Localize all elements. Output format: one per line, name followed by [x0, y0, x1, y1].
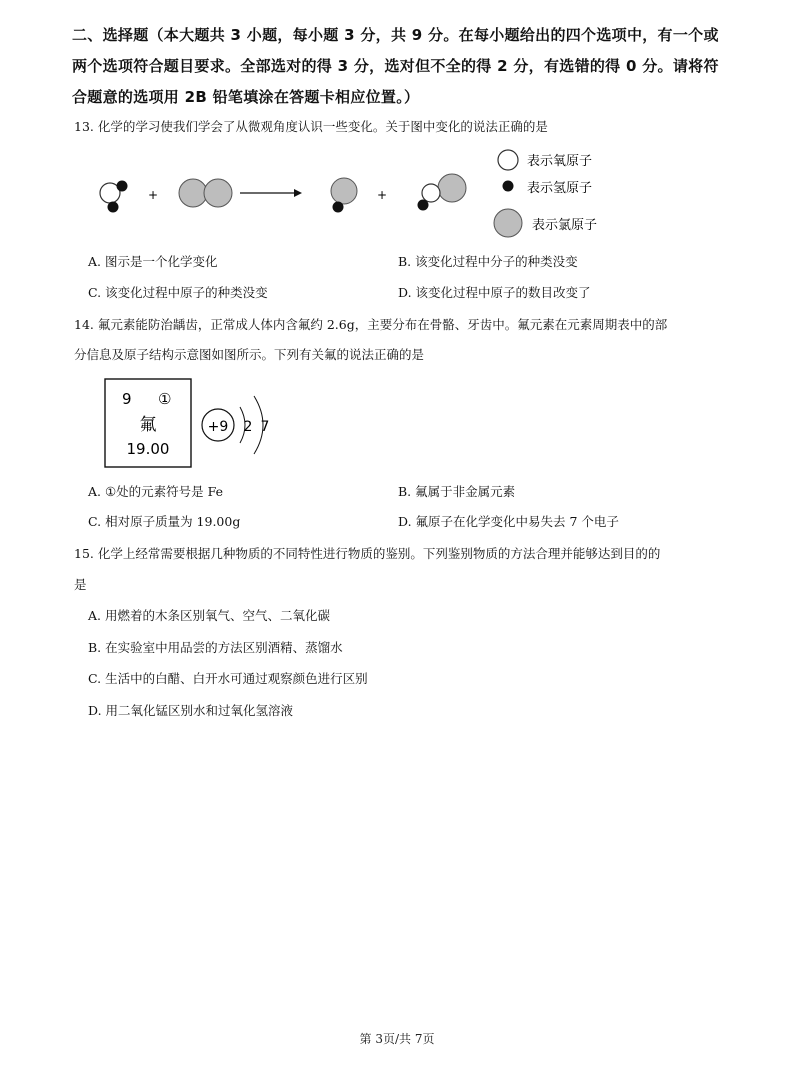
shell-1-electrons: 2	[243, 419, 253, 435]
question-14-option-a: A. ①处的元素符号是 Fe	[88, 484, 224, 499]
product-hclo-molecule	[418, 174, 467, 211]
oxygen-atom	[422, 184, 440, 202]
page-number-footer: 第 3页/共 7页	[359, 1032, 435, 1046]
question-15-option-b: B. 在实验室中用品尝的方法区别酒精、蒸馏水	[88, 640, 343, 655]
chlorine-atom	[204, 179, 232, 207]
question-15-stem-line2: 是	[74, 577, 87, 592]
nucleus-charge: +9	[207, 419, 229, 435]
plus-sign: +	[376, 188, 388, 202]
atomic-structure-diagram	[202, 396, 269, 454]
chlorine-atom	[179, 179, 207, 207]
element-name: 氟	[139, 415, 157, 435]
question-14-option-d: D. 氟原子在化学变化中易失去 7 个电子	[398, 514, 619, 529]
molecule-reaction-diagram	[90, 145, 620, 245]
question-14-option-c: C. 相对原子质量为 19.00g	[88, 514, 241, 529]
chlorine-atom	[438, 174, 466, 202]
element-symbol-marker: ①	[158, 390, 172, 408]
question-13-option-d: D. 该变化过程中原子的数目改变了	[398, 285, 591, 300]
question-15-option-d: D. 用二氧化锰区别水和过氧化氢溶液	[88, 703, 294, 718]
legend-hydrogen-label: 表示氢原子	[527, 181, 593, 196]
hydrogen-legend-icon	[503, 181, 514, 192]
reaction-arrow-icon	[240, 189, 302, 197]
question-14-stem-line2: 分信息及原子结构示意图如图所示。下列有关氟的说法正确的是	[74, 347, 425, 362]
legend-oxygen-label: 表示氧原子	[527, 154, 593, 169]
question-15-option-c: C. 生活中的白醋、白开水可通过观察颜色进行区别	[88, 671, 368, 686]
fluorine-element-figure	[100, 374, 290, 474]
atomic-mass: 19.00	[126, 440, 170, 458]
question-13-option-c: C. 该变化过程中原子的种类没变	[88, 285, 268, 300]
question-15-stem-line1: 15. 化学上经常需要根据几种物质的不同特性进行物质的鉴别。下列鉴别物质的方法合理并能够达到目的的	[74, 546, 661, 561]
shell-2-electrons: 7	[260, 419, 270, 435]
atomic-number: 9	[122, 390, 132, 408]
hydrogen-atom	[418, 200, 429, 211]
question-15-option-a: A. 用燃着的木条区别氧气、空气、二氧化碳	[88, 608, 330, 623]
hydrogen-atom	[108, 202, 119, 213]
question-14-stem-line1: 14. 氟元素能防治龋齿，正常成人体内含氟约 2.6g，主要分布在骨骼、牙齿中。氟元素在元素周期表中的部	[74, 317, 668, 332]
chlorine-legend-icon	[494, 209, 522, 237]
question-13-option-b: B. 该变化过程中分子的种类没变	[398, 254, 578, 269]
legend-chlorine-label: 表示氯原子	[532, 218, 598, 233]
section-header: 二、选择题（本大题共 3 小题，每小题 3 分，共 9 分。在每小题给出的四个选项中，有一个或两个选项符合题目要求。全部选对的得 3 分，选对但不全的得 2 分，有选错的得 0 分。请将符合题意的选项用 2B 铅笔填涂在答题卡相应位置。）	[72, 26, 719, 106]
question-13-option-a: A. 图示是一个化学变化	[88, 254, 218, 269]
atom-legend	[494, 150, 597, 237]
reactant-water-molecule	[100, 181, 128, 213]
reactant-chlorine-molecule	[179, 179, 232, 207]
chlorine-atom	[331, 178, 357, 204]
hydrogen-atom	[333, 202, 344, 213]
product-hcl-molecule	[331, 178, 357, 213]
question-14-option-b: B. 氟属于非金属元素	[398, 484, 516, 499]
hydrogen-atom	[117, 181, 128, 192]
periodic-table-cell	[105, 379, 191, 467]
plus-sign: +	[147, 188, 159, 202]
oxygen-legend-icon	[498, 150, 518, 170]
question-13-stem: 13. 化学的学习使我们学会了从微观角度认识一些变化。关于图中变化的说法正确的是	[74, 119, 548, 134]
